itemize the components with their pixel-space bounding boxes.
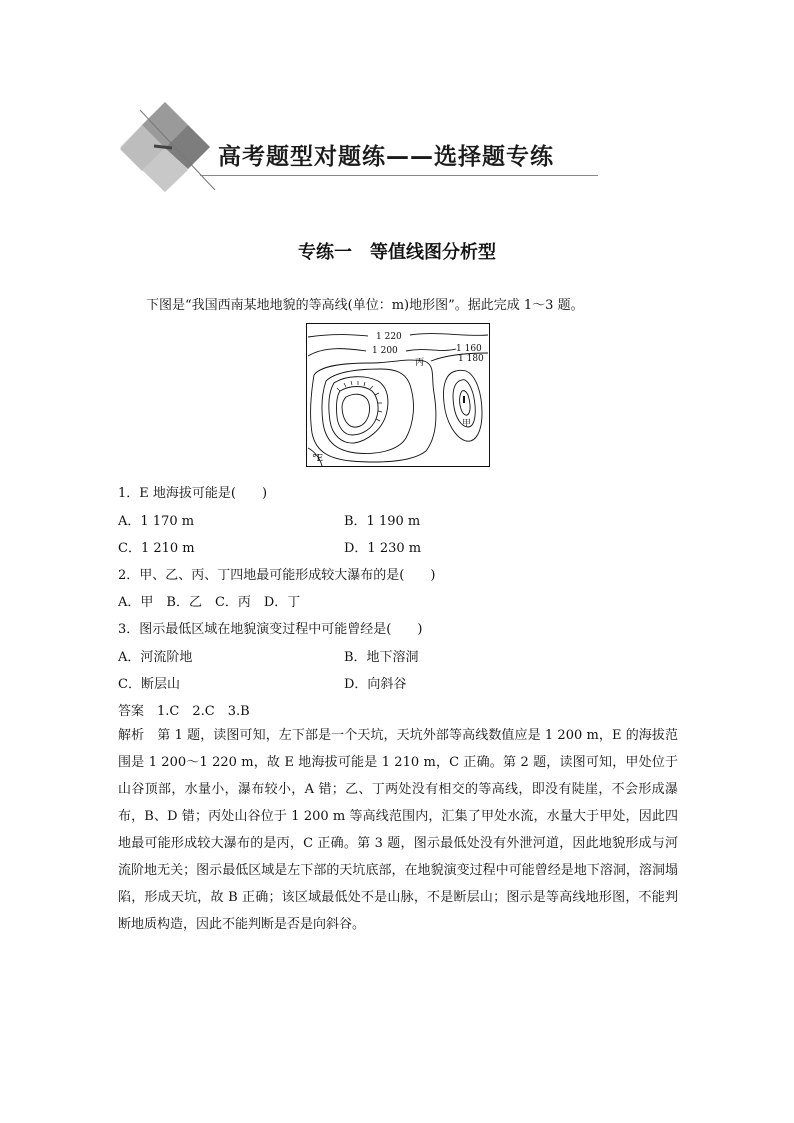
question-3-option-d: D．向斜谷	[344, 677, 407, 692]
question-3-option-c: C．断层山	[118, 677, 180, 692]
question-3-option-b: B．地下溶洞	[344, 650, 419, 665]
header-title: 高考题型对题练——选择题专练	[218, 144, 554, 170]
contour-map	[306, 323, 490, 467]
place-label-e: °E	[312, 454, 324, 464]
header-divider	[200, 175, 598, 176]
question-1-option-d: D．1 230 m	[344, 541, 422, 556]
place-label-bing: 丙	[415, 358, 425, 368]
section-title: 专练一 等值线图分析型	[298, 242, 496, 263]
question-1-stem: 1．E 地海拔可能是( )	[118, 486, 268, 501]
question-1-option-a: A．1 170 m	[118, 514, 195, 529]
contour-label-1160: 1 160	[456, 344, 482, 354]
question-1-option-c: C．1 210 m	[118, 541, 195, 556]
contour-label-1200: 1 200	[372, 346, 398, 356]
place-label-jia: 甲	[462, 419, 472, 429]
question-3-stem: 3．图示最低区域在地貌演变过程中可能曾经是( )	[118, 622, 423, 637]
analysis-paragraph: 解析 第 1 题，读图可知，左下部是一个天坑，天坑外部等高线数值应是 1 200 m，E 的海拔范围是 1 200～1 220 m，故 E 地海拔可能是 1 210 m，C 正确。第 2 题，读图可知，甲处位于山谷顶部，水量小，瀑布较小，A 错；乙、丁两处没有相交的等高线，即没有陡崖，不会形成瀑布，B、D 错；丙处山谷位于 1 200 m 等高线范围内，汇集了甲处水流，水量大于甲处，因此四地最可能形成较大瀑布的是丙，C 正确。第 3 题，图示最低处没有外泄河道，因此地貌形成与河流阶地无关；图示最低区域是左下部的天坑底部，在地貌演变过程中可能曾经是地下溶洞，溶洞塌陷，形成天坑，故 B 正确；该区域最低处不是山脉，不是断层山；图示是等高线地形图，不能判断地质构造，因此不能判断是否是向斜谷。	[118, 728, 678, 932]
answer-line: 答案 1.C 2.C 3.B	[118, 704, 250, 719]
question-2-options: A．甲 B．乙 C．丙 D．丁	[118, 595, 301, 610]
question-3-option-a: A．河流阶地	[118, 650, 193, 665]
contour-label-1180: 1 180	[458, 354, 484, 364]
header-decoration	[110, 100, 220, 200]
question-2-stem: 2．甲、乙、丙、丁四地最可能形成较大瀑布的是( )	[118, 568, 436, 583]
intro-text: 下图是“我国西南某地地貌的等高线(单位：m)地形图”。据此完成 1～3 题。	[146, 298, 584, 313]
question-1-option-b: B．1 190 m	[344, 514, 421, 529]
contour-label-1220: 1 220	[376, 332, 402, 342]
